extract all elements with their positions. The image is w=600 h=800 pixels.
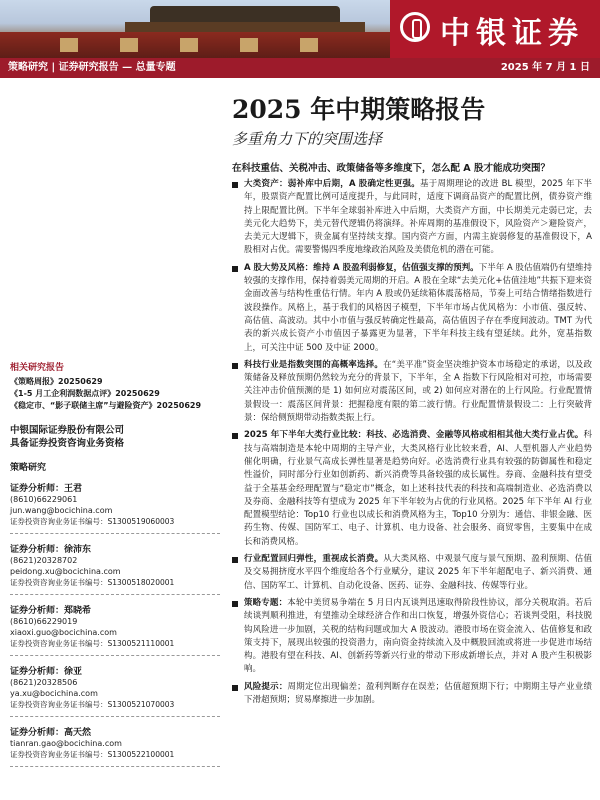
- related-reports-heading: 相关研究报告: [10, 363, 65, 373]
- analyst-name: 证券分析师：高天然: [10, 728, 92, 738]
- analyst-card: [10, 603, 220, 656]
- breadcrumb: 策略研究 | 证券研究报告 — 总量专题: [8, 62, 176, 73]
- bullet-text: 基于周期理论的改进 BL 模型，2025 年下半年，股票资产配置比例可适度提升，与此同时，适度下调商品资产的配置比例，债券资产维持上限配置比例。下半年全球弱补库进入中后期，大类资产方面，中长期美元走弱已定，去美元化大趋势下，美元替代逻辑仍将演绎。补库周期的基准假设下，风险资产＞避险资产，去美元大逻辑下，贵金属有坚持续支撑。国内资产方面，内需主旋弱修复的基准假设下，A 股相对占优。需要警惕四季度地缘政治风险及美债危机的潜在可能。: [244, 179, 592, 256]
- analyst-name: 证券分析师：徐沛东: [10, 545, 92, 555]
- bullet-text: 周期定位出现偏差；盈利判断存在误差；估值超预期下行；中期期主导产业业绩下滑超预期；贸易摩擦进一步加剧。: [244, 681, 592, 705]
- bullet-asset-allocation: [232, 178, 592, 258]
- summary-bullets: [232, 178, 592, 711]
- key-question: 在科技重估、关税冲击、政策储备等多维度下，怎么配 A 股才能成功突围？: [232, 163, 550, 174]
- company-info: [10, 424, 220, 450]
- analyst-email[interactable]: jun.wang@bocichina.com: [10, 506, 113, 515]
- bullet-text: 下半年 A 股估值端仍有望维持较强的支撑作用，保持着弱美元周期的开启。A 股在全球“去美元化+估值洼地”共振下迎来资金面改善与结构性重估行情。年内 A 股或仍延续箱体震荡格局，节奏上可结合情绪指数进行波段操作。风格上，基于我们的风格因子模型，下半年市场占优风格为：小市值、强反转、高估值、高波动。其中小市值与强反转确定性最高，高估值因子存在季度间波动。TMT 为代表的新兴成长资产小市值因子暴露更为显著，下半年科技主线有望延续。此外，宽基指数上，可关注中证 500 及中证 2000。: [244, 262, 592, 353]
- analyst-cert: 证券投资咨询业务证书编号：S1300521110001: [10, 639, 175, 648]
- analyst-card: [10, 725, 220, 767]
- logo-text: 中银证券: [440, 16, 584, 51]
- analyst-cert: 证券投资咨询业务证书编号：S1300519060003: [10, 517, 175, 526]
- palace-eaves-image: [125, 22, 365, 32]
- wall-window: [300, 38, 318, 52]
- sidebar: [0, 360, 220, 767]
- analyst-email[interactable]: xiaoxi.guo@bocichina.com: [10, 628, 117, 637]
- brand-logo: [390, 0, 600, 58]
- analyst-name: 证券分析师：徐亚: [10, 667, 83, 677]
- analyst-phone: (8610)66229061: [10, 495, 78, 504]
- analyst-name: 证券分析师：王君: [10, 484, 83, 494]
- bullet-lead: 风险提示：: [244, 681, 288, 692]
- analyst-cert: 证券投资咨询业务证书编号：S1300518020001: [10, 578, 175, 587]
- analyst-cert: 证券投资咨询业务证书编号：S1300521070003: [10, 700, 175, 709]
- bullet-lead: 2025 年下半年大类行业比较：科技、必选消费、金融等风格或相相其他大类行业占优。: [244, 430, 584, 441]
- bullet-text: 本轮中美贸易争端在 5 月日内瓦谈判迅速取得阶段性协议，部分关税取消。若后续谈判顺利推进，有望推动全球经济合作和出口恢复，增强外资信心；若谈判受阻，科技脱钩风险进一步加剧，关税的结构问题或加大 A 股波动。港股市场在资金流入、估值修复和政策支持下，展现出较强的投资潜力，南向资金持续流入及中概股回流或将进一步促进市场结构。港股有望在科技、AI、创新药等新兴行业的带动下形成新增长点，并对 A 股产生积极影响。: [244, 597, 592, 675]
- analyst-email[interactable]: ya.xu@bocichina.com: [10, 689, 98, 698]
- analyst-card: [10, 664, 220, 717]
- bullet-risk-warning: [232, 681, 592, 708]
- analyst-phone: (8610)66229019: [10, 617, 78, 626]
- analyst-phone: (8621)20328702: [10, 556, 78, 565]
- related-report[interactable]: 《策略周报》20250629: [10, 377, 103, 386]
- bullet-lead: 策略专题：: [244, 597, 288, 608]
- bullet-lead: 大类资产：弱补库中后期，A 股确定性更强。: [244, 179, 420, 189]
- department: 策略研究: [10, 463, 47, 473]
- company-qualification: 具备证券投资咨询业务资格: [10, 438, 125, 449]
- bullet-a-share-style: [232, 262, 592, 355]
- boc-logo-icon: [400, 12, 430, 42]
- wall-window: [180, 38, 198, 52]
- bullet-lead: 科技行业是指数突围的高概率选择。: [244, 359, 384, 370]
- report-title: 2025 年中期策略报告: [232, 95, 486, 124]
- report-category-bar: [0, 58, 600, 78]
- bullet-lead: A 股大势及风格：维持 A 股盈利弱修复，估值强支撑的预判。: [244, 262, 479, 273]
- analyst-email[interactable]: tianran.gao@bocichina.com: [10, 739, 122, 748]
- analyst-cert: 证券投资咨询业务证书编号：S1300522100001: [10, 750, 175, 759]
- bullet-text: 科技与高端制造是本轮中周期的主导产业，大类风格行业比较来看，AI、人型机器人产业趋势催化明确，行业景气高成长弹性显著是趋势向好。必选消费行业具有较强的防御属性和稳定性溢价，同时部分行业如创新药、新兴消费等具备较强的成长属性。券商、金融科技有望受益于全基基金经理配置与“稳定市”概念，如上述科技代表的科技和高端制造业、必选消费以及券商、金融科技等有望成为 2025 年下半年较为占优的行业风格。2025 年下半年 AI 行业配置模型结论：Top10 行业也以成长和消费风格为主，Top10 分别为：通信、非银金融、医药生物、传媒、国防军工、电子、计算机、电力设备、社会服务、商贸零售，主要集中在成长和消费风格。: [244, 430, 592, 547]
- bullet-text: 从大类风格、中观景气度与景气预期、盈利预期、估值及交易拥挤度水平四个维度给各个行业赋分，建议 2025 年下半年超配电子、新兴消费、通信、国防军工、计算机、自动化设备、医药、证券、金融科技、传媒等行业。: [244, 554, 592, 591]
- related-report[interactable]: 《1-5 月工企利润数据点评》20250629: [10, 389, 160, 398]
- bullet-text: 在“美平准”资金坚决维护资本市场稳定的承诺，以及政策储备及释放预期仍然较为充分的背景下，下半年，全 A 指数下行风险相对可控，市场需要关注冲击价值预测的是 1) 如何应对震荡区间，或 2) 如何应对潜在的上行风险。行业配置情景假设一：震荡区间背景：把握稳度有限的第二波行情。行业配置情景假设二：上行突破背景：保给侧预期带动指数类振上行。: [244, 359, 592, 424]
- report-date: 2025 年 7 月 1 日: [500, 62, 590, 73]
- bullet-lead: 行业配置回归弹性，重视成长消费。: [244, 554, 384, 565]
- analyst-phone: (8621)20328506: [10, 678, 78, 687]
- company-name: 中银国际证券股份有限公司: [10, 425, 125, 436]
- related-report[interactable]: 《稳定市、“影子联储主席”与避险资产》20250629: [10, 401, 202, 410]
- bullet-sector-allocation: [232, 553, 592, 593]
- analyst-name: 证券分析师：郑晓希: [10, 606, 92, 616]
- wall-window: [120, 38, 138, 52]
- bullet-tech-sector: [232, 359, 592, 425]
- report-subtitle: 多重角力下的突围选择: [232, 130, 383, 148]
- analyst-email[interactable]: peidong.xu@bocichina.com: [10, 567, 121, 576]
- wall-window: [240, 38, 258, 52]
- bullet-sector-comparison: [232, 429, 592, 549]
- header-banner: [0, 0, 600, 58]
- analyst-card: [10, 481, 220, 534]
- wall-window: [60, 38, 78, 52]
- bullet-strategy-topic: [232, 597, 592, 677]
- analyst-card: [10, 542, 220, 595]
